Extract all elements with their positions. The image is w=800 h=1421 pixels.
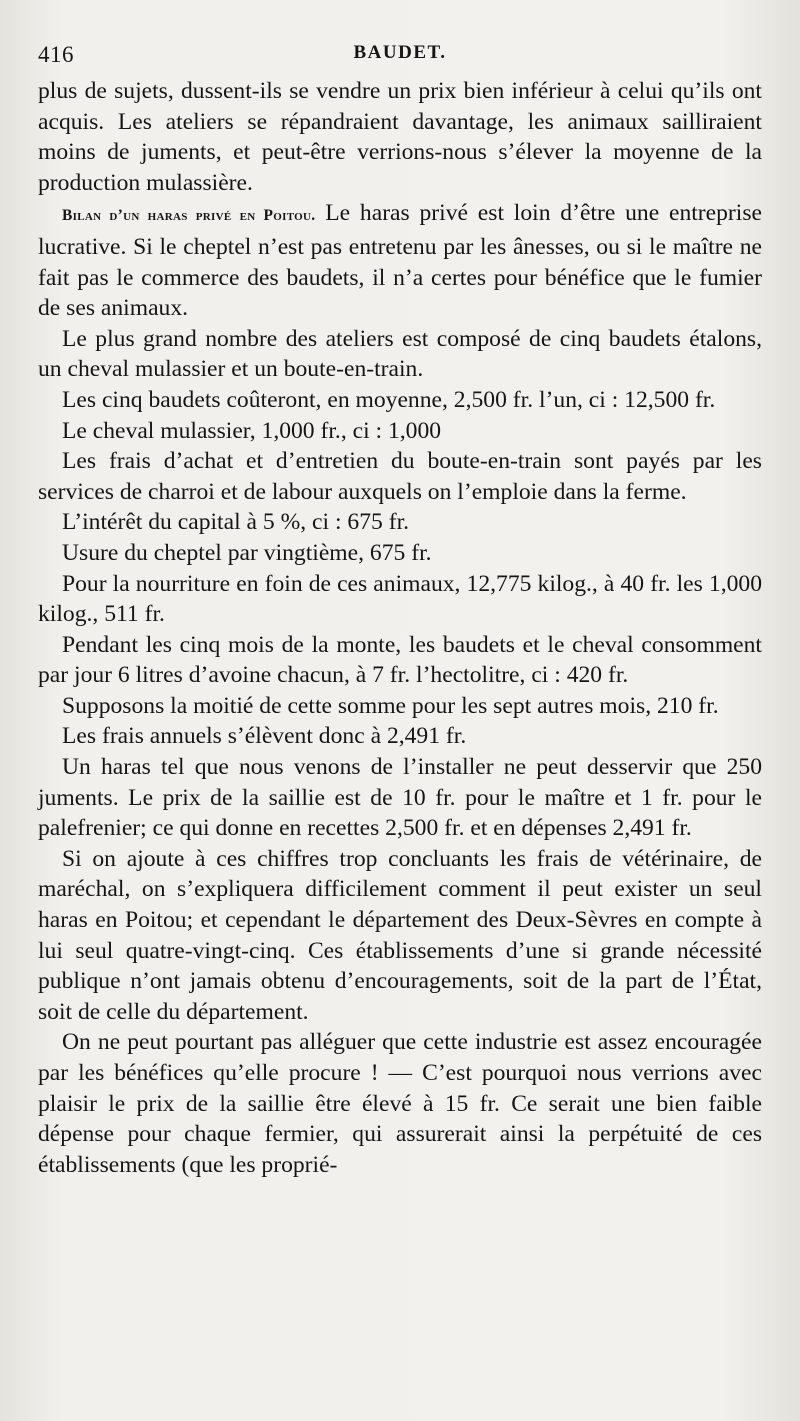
paragraph: Les frais annuels s’élèvent donc à 2,491 fr. — [62, 723, 467, 750]
page-header — [38, 30, 762, 76]
paragraph: Les frais d’achat et d’entretien du boute-en-train sont payés par les services de charroi et de labour auxquels on l’emploie dans la ferme. — [38, 448, 762, 505]
section-heading: Bilan d’un haras privé en Poitou. — [62, 207, 316, 225]
paragraph: Usure du cheptel par vingtième, 675 fr. — [62, 539, 432, 566]
paragraph: On ne peut pourtant pas alléguer que cette industrie est assez encouragée par les bénéfices qu’elle procure ! — C’est pourquoi nous verrions avec plaisir le prix de la saillie être élevé à 15 fr. Ce serait une bien faible dépense pour chaque fermier, qui assurerait ainsi la perpétuité de ces établissements (que les proprié- — [38, 1029, 762, 1178]
paragraph: Pour la nourriture en foin de ces animaux, 12,775 kilog., à 40 fr. les 1,000 kilog., 511 fr. — [38, 570, 762, 628]
page-number: 416 — [38, 42, 74, 67]
paragraph: Le plus grand nombre des ateliers est composé de cinq baudets étalons, un cheval mulassier et un boute-en-train. — [38, 325, 762, 383]
body-text — [38, 76, 762, 1180]
paragraph: L’intérêt du capital à 5 %, ci : 675 fr. — [62, 509, 410, 536]
paragraph: Un haras tel que nous venons de l’installer ne peut desservir que 250 juments. Le prix de la saillie est de 10 fr. pour le maître et 1 fr. pour le palefrenier; ce qui donne en recettes 2,500 fr. et en dépenses 2,491 fr. — [38, 754, 762, 842]
paragraph: plus de sujets, dussent-ils se vendre un prix bien inférieur à celui qu’ils ont acquis. Les ateliers se répandraient davantage, les animaux sailliraient moins de juments, et peut-être verrions-nous s’élever la moyenne de la production mulassière. — [38, 78, 762, 196]
paragraph: Pendant les cinq mois de la monte, les baudets et le cheval consomment par jour 6 litres d’avoine chacun, à 7 fr. l’hectolitre, ci : 420 fr. — [38, 631, 762, 689]
paragraph: Le cheval mulassier, 1,000 fr., ci : 1,000 — [62, 417, 442, 444]
running-head: BAUDET. — [353, 42, 447, 63]
paragraph: Bilan d’un haras privé en Poitou. Le haras privé est loin d’être une entreprise lucrative. Si le cheptel n’est pas entretenu par les ânesses, ou si le maître ne fait pas le commerce des baudets, il n’a certes pour bénéfice que le fumier de ses animaux. — [38, 200, 762, 322]
paragraph: Supposons la moitié de cette somme pour les sept autres mois, 210 fr. — [62, 692, 719, 719]
paragraph: Les cinq baudets coûteront, en moyenne, 2,500 fr. l’un, ci : 12,500 fr. — [62, 386, 716, 413]
paragraph: Si on ajoute à ces chiffres trop concluants les frais de vétérinaire, de maréchal, on s’expliquera difficilement comment il peut exister un seul haras en Poitou; et cependant le département des Deux-Sèvres en compte à lui seul quatre-vingt-cinq. Ces établissements d’une si grande nécessité publique n’ont jamais obtenu d’encouragements, soit de la part de l’État, soit de celle du département. — [38, 845, 762, 1025]
